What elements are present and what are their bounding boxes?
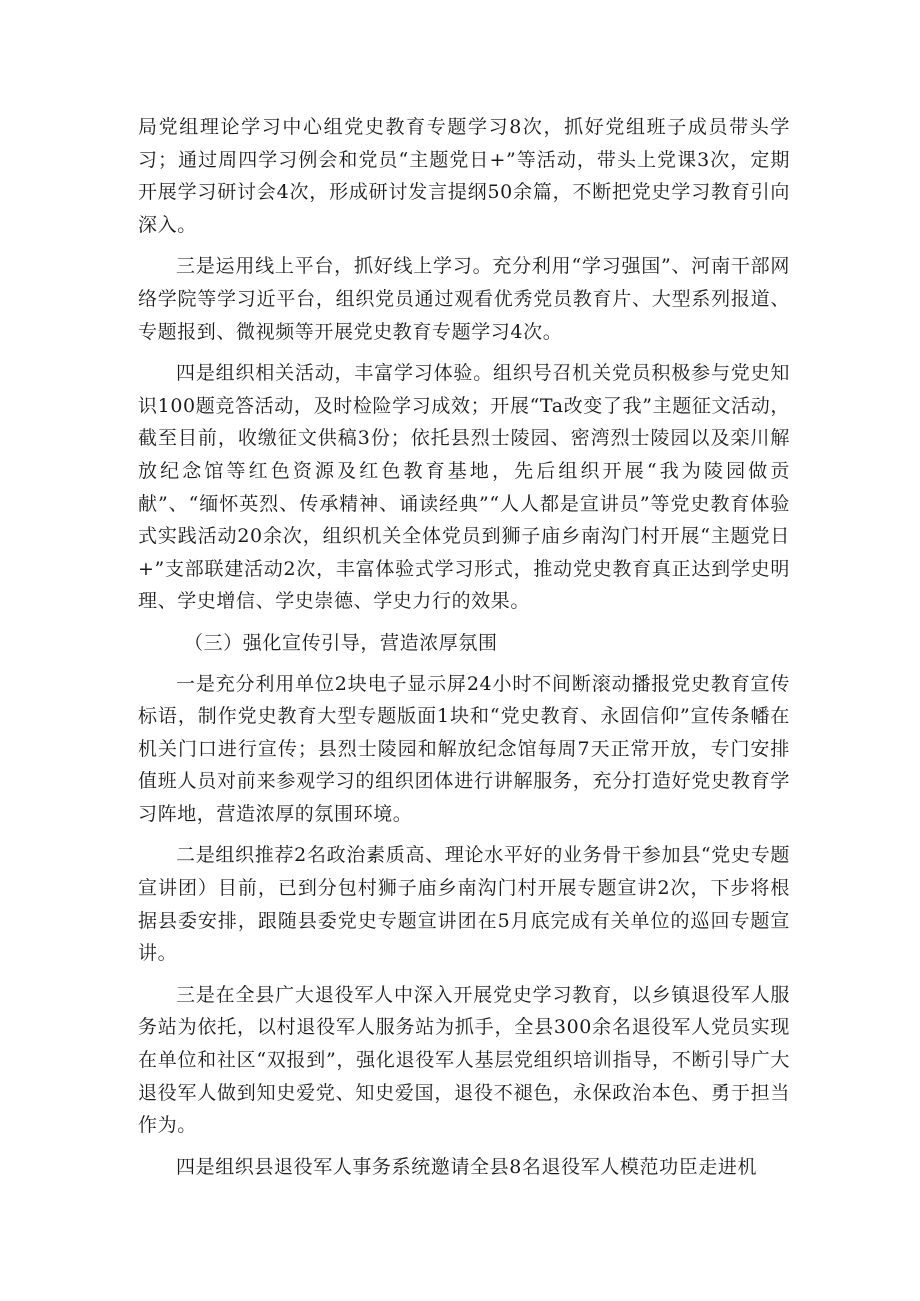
document-body bbox=[138, 111, 790, 1192]
paragraph-lecture-group: 二是组织推荐2名政治素质高、理论水平好的业务骨干参加县“党史专题宣讲团）目前，已到分包村狮子庙乡南沟门村开展专题宣讲2次，下步将根据县委安排，跟随县委党史专题宣讲团在5月底完成有关单位的巡回专题宣讲。 bbox=[138, 844, 790, 965]
paragraph-veterans: 三是在全县广大退役军人中深入开展党史学习教育，以乡镇退役军人服务站为依托，以村退役军人服务站为抓手，全县300余名退役军人党员实现在单位和社区“双报到”，强化退役军人基层党组织培训指导，不断引导广大退役军人做到知史爱党、知史爱国，退役不褪色，永保政治本色、勇于担当作为。 bbox=[138, 983, 790, 1137]
section-heading: （三）强化宣传引导，营造浓厚氛围 bbox=[184, 631, 498, 654]
paragraph-publicity: 一是充分利用单位2块电子显示屏24小时不间断滚动播报党史教育宣传标语，制作党史教育大型专题版面1块和“党史教育、永固信仰”宣传条幡在机关门口进行宣传；县烈士陵园和解放纪念馆每周7天正常开放，专门安排值班人员对前来参观学习的组织团体进行讲解服务，充分打造好党史教育学习阵地，营造浓厚的氛围环境。 bbox=[138, 672, 790, 825]
paragraph-online-learning: 三是运用线上平台，抓好线上学习。充分利用“学习强国”、河南干部网络学院等学习近平台，组织党员通过观看优秀党员教育片、大型系列报道、专题报到、微视频等开展党史教育专题学习4次。 bbox=[138, 255, 790, 343]
paragraph-model-veterans: 四是组织县退役军人事务系统邀请全县8名退役军人模范功臣走进机 bbox=[176, 1155, 758, 1178]
paragraph-continued: 局党组理论学习中心组党史教育专题学习8次，抓好党组班子成员带头学习；通过周四学习例会和党员“主题党日+”等活动，带头上党课3次，定期开展学习研讨会4次，形成研讨发言提纲50余篇，不断把党史学习教育引向深入。 bbox=[138, 116, 790, 236]
paragraph-activities: 四是组织相关活动，丰富学习体验。组织号召机关党员积极参与党史知识100题竞答活动，及时检险学习成效；开展“Ta改变了我”主题征文活动，截至目前，收缴征文供稿3份；依托县烈士陵园、密湾烈士陵园以及栾川解放纪念馆等红色资源及红色教育基地，先后组织开展“我为陵园做贡献”、“缅怀英烈、传承精神、诵读经典”“人人都是宣讲员”等党史教育体验式实践活动20余次，组织机关全体党员到狮子庙乡南沟门村开展“主题党日+”支部联建活动2次，丰富体验式学习形式，推动党史教育真正达到学史明理、学史增信、学史崇德、学史力行的效果。 bbox=[138, 362, 790, 613]
